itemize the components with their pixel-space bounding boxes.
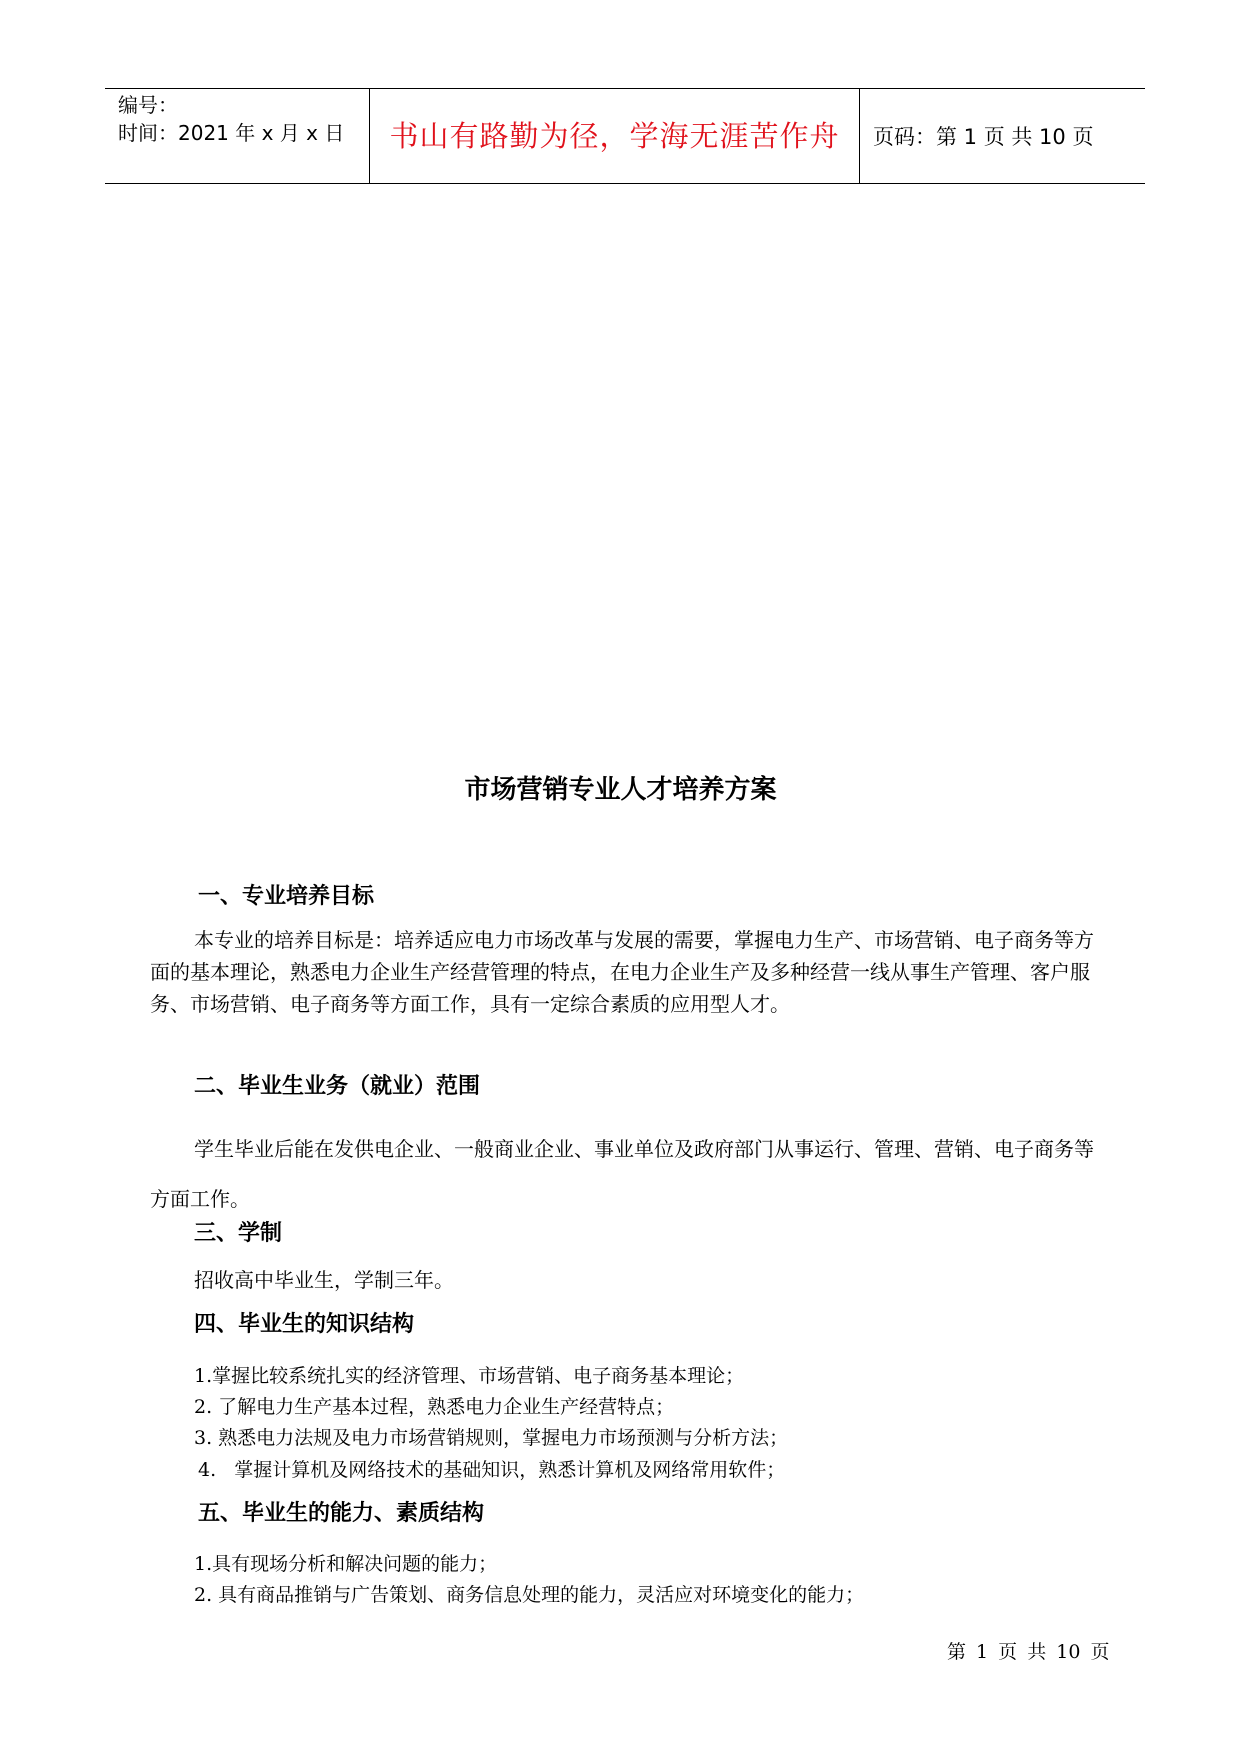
header-middle-cell (370, 89, 860, 183)
list-item: 3. 熟悉电力法规及电力市场营销规则，掌握电力市场预测与分析方法； (194, 1427, 789, 1449)
list-item: 1.具有现场分析和解决问题的能力； (194, 1553, 498, 1575)
section-paragraph-employment-scope (150, 1124, 1098, 1224)
section-paragraph-duration: 招收高中毕业生，学制三年。 (194, 1268, 454, 1292)
section-heading-employment-scope: 二、毕业生业务（就业）范围 (194, 1074, 481, 1099)
list-item: 2. 具有商品推销与广告策划、商务信息处理的能力，灵活应对环境变化的能力； (194, 1584, 865, 1606)
document-number-label: 编号： (118, 93, 178, 117)
paragraph-text: 本专业的培养目标是：培养适应电力市场改革与发展的需要，掌握电力生产、市场营销、电子商务等方面的基本理论，熟悉电力企业生产经营管理的特点，在电力企业生产及多种经营一线从事生产管理、客户服务、市场营销、电子商务等方面工作，具有一定综合素质的应用型人才。 (150, 928, 1094, 1016)
header-left-cell (105, 89, 370, 183)
list-item: 1.掌握比较系统扎实的经济管理、市场营销、电子商务基本理论； (194, 1365, 745, 1387)
paragraph-text: 学生毕业后能在发供电企业、一般商业企业、事业单位及政府部门从事运行、管理、营销、电子商务等方面工作。 (150, 1137, 1094, 1211)
list-item: 4. 掌握计算机及网络技术的基础知识，熟悉计算机及网络常用软件； (198, 1459, 786, 1481)
section-heading-duration: 三、学制 (194, 1221, 283, 1246)
list-item: 2. 了解电力生产基本过程，熟悉电力企业生产经营特点； (194, 1396, 675, 1418)
document-date: 时间：2021 年 x 月 x 日 (118, 121, 345, 145)
page-footer: 第 1 页 共 10 页 (947, 1641, 1110, 1663)
section-paragraph-training-goal (150, 924, 1098, 1020)
section-heading-knowledge-structure: 四、毕业生的知识结构 (194, 1312, 415, 1337)
motto-text: 书山有路勤为径，学海无涯苦作舟 (389, 119, 840, 153)
section-heading-ability-structure: 五、毕业生的能力、素质结构 (198, 1501, 485, 1526)
header-page-number: 页码：第 1 页 共 10 页 (873, 125, 1094, 149)
header-right-cell (860, 89, 1145, 183)
document-title: 市场营销专业人才培养方案 (464, 775, 777, 805)
section-heading-training-goal: 一、专业培养目标 (198, 884, 375, 909)
document-header (105, 88, 1145, 184)
